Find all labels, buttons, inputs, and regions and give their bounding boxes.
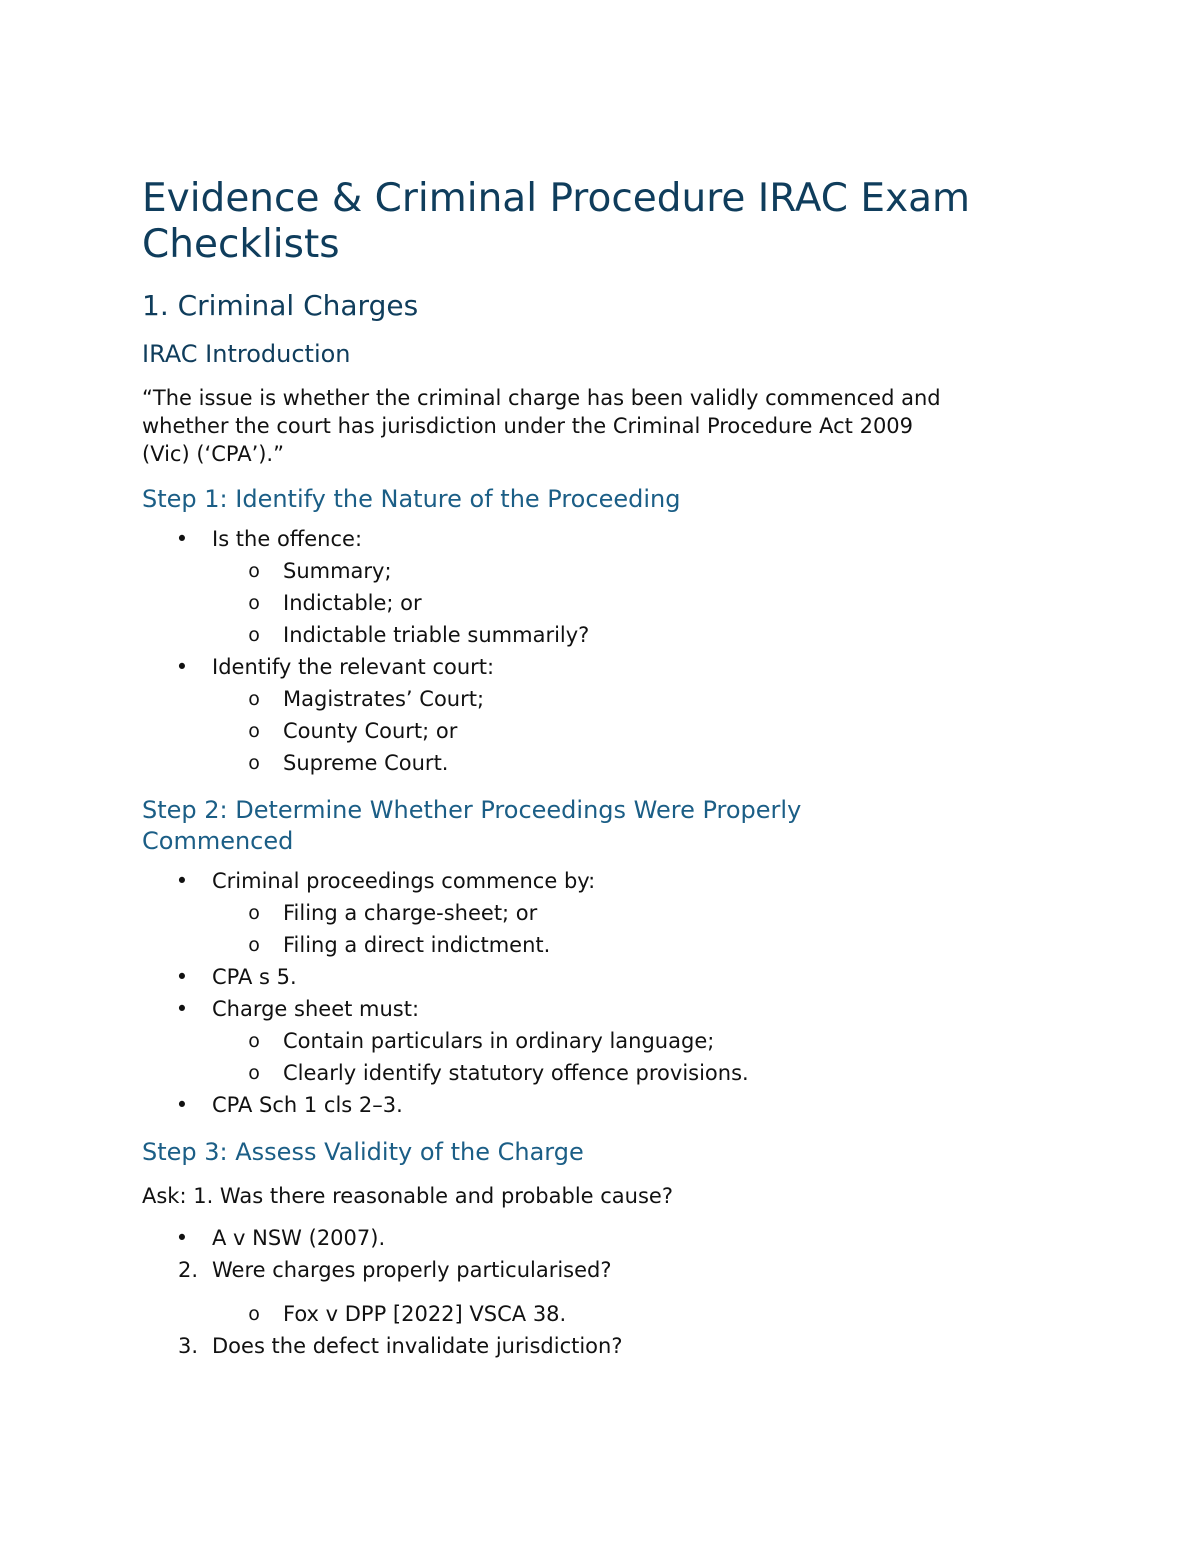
list-item <box>142 865 1062 897</box>
sub-list-item <box>142 1025 1062 1057</box>
circle-bullet-icon: o <box>248 752 260 774</box>
bullet-icon: • <box>175 997 189 1021</box>
document-title <box>142 176 1062 268</box>
list-item-text: Is the offence: <box>212 527 363 551</box>
circle-bullet-icon: o <box>248 624 260 646</box>
sub-list-item <box>142 619 1062 651</box>
irac-paragraph <box>142 384 1062 468</box>
bullet-icon: • <box>175 1226 189 1250</box>
bullet-icon: • <box>175 655 189 679</box>
numbered-item <box>142 1330 1062 1362</box>
step-2-heading <box>142 795 1062 857</box>
step-2-heading-line-1: Step 2: Determine Whether Proceedings Were Properly <box>142 796 802 824</box>
irac-heading: IRAC Introduction <box>142 340 351 368</box>
list-item-text: A v NSW (2007). <box>212 1226 386 1250</box>
sub-list-item <box>142 587 1062 619</box>
sub-list-item-text: Indictable; or <box>283 591 422 615</box>
list-item <box>142 993 1062 1025</box>
circle-bullet-icon: o <box>248 1062 260 1084</box>
list-item <box>142 651 1062 683</box>
numbered-item <box>142 1254 1062 1286</box>
circle-bullet-icon: o <box>248 934 260 956</box>
sub-list-item <box>142 897 1062 929</box>
sub-list-item <box>142 1057 1062 1089</box>
sub-list-item-text: Filing a direct indictment. <box>283 933 551 957</box>
list-item-text: Identify the relevant court: <box>212 655 495 679</box>
bullet-icon: • <box>175 965 189 989</box>
list-item-text: Charge sheet must: <box>212 997 420 1021</box>
sub-list-item-text: Summary; <box>283 559 392 583</box>
irac-line-1: “The issue is whether the criminal charge has been validly commenced and <box>142 386 941 410</box>
list-item <box>142 1222 1062 1254</box>
section-heading: 1. Criminal Charges <box>142 289 419 322</box>
title-line-1: Evidence & Criminal Procedure IRAC Exam <box>142 176 971 221</box>
irac-line-2: whether the court has jurisdiction under the Criminal Procedure Act 2009 <box>142 414 914 438</box>
list-item <box>142 523 1062 555</box>
sub-list-item <box>142 555 1062 587</box>
sub-list-item-text: Clearly identify statutory offence provisions. <box>283 1061 749 1085</box>
list-item <box>142 961 1062 993</box>
sub-list-item-text: Indictable triable summarily? <box>283 623 590 647</box>
step-1-heading: Step 1: Identify the Nature of the Proceeding <box>142 485 681 513</box>
sub-list-item-text: Magistrates’ Court; <box>283 687 485 711</box>
sub-list-item <box>142 929 1062 961</box>
circle-bullet-icon: o <box>248 720 260 742</box>
list-item-text: Criminal proceedings commence by: <box>212 869 596 893</box>
list-item-text: CPA s 5. <box>212 965 297 989</box>
sub-list-item-text: Filing a charge-sheet; or <box>283 901 538 925</box>
circle-bullet-icon: o <box>248 1030 260 1052</box>
sub-list-item <box>142 747 1062 779</box>
sub-list-item-text: Contain particulars in ordinary language; <box>283 1029 715 1053</box>
sub-list-item <box>142 1298 1062 1330</box>
document-page <box>142 176 1062 1362</box>
list-item-text: CPA Sch 1 cls 2–3. <box>212 1093 403 1117</box>
sub-list-item-text: Fox v DPP [2022] VSCA 38. <box>283 1302 567 1326</box>
circle-bullet-icon: o <box>248 560 260 582</box>
list-item <box>142 1089 1062 1121</box>
number-marker: 3. <box>177 1334 198 1358</box>
step-2-list <box>142 865 1062 1121</box>
step-2-heading-line-2: Commenced <box>142 827 294 855</box>
ask-paragraph: Ask: 1. Was there reasonable and probable cause? <box>142 1184 673 1208</box>
bullet-icon: • <box>175 1093 189 1117</box>
step-1-list <box>142 523 1062 779</box>
step-3-heading: Step 3: Assess Validity of the Charge <box>142 1138 584 1166</box>
numbered-item-text: Does the defect invalidate jurisdiction? <box>212 1334 623 1358</box>
sub-list-item-text: County Court; or <box>283 719 458 743</box>
sub-list-item <box>142 715 1062 747</box>
bullet-icon: • <box>175 527 189 551</box>
circle-bullet-icon: o <box>248 688 260 710</box>
bullet-icon: • <box>175 869 189 893</box>
numbered-item-text: Were charges properly particularised? <box>212 1258 612 1282</box>
circle-bullet-icon: o <box>248 592 260 614</box>
irac-line-3: (Vic) (‘CPA’).” <box>142 442 284 466</box>
step-3-list <box>142 1222 1062 1362</box>
sub-list-item-text: Supreme Court. <box>283 751 449 775</box>
number-marker: 2. <box>177 1258 198 1282</box>
title-line-2: Checklists <box>142 222 340 267</box>
sub-list-item <box>142 683 1062 715</box>
circle-bullet-icon: o <box>248 902 260 924</box>
circle-bullet-icon: o <box>248 1303 260 1325</box>
